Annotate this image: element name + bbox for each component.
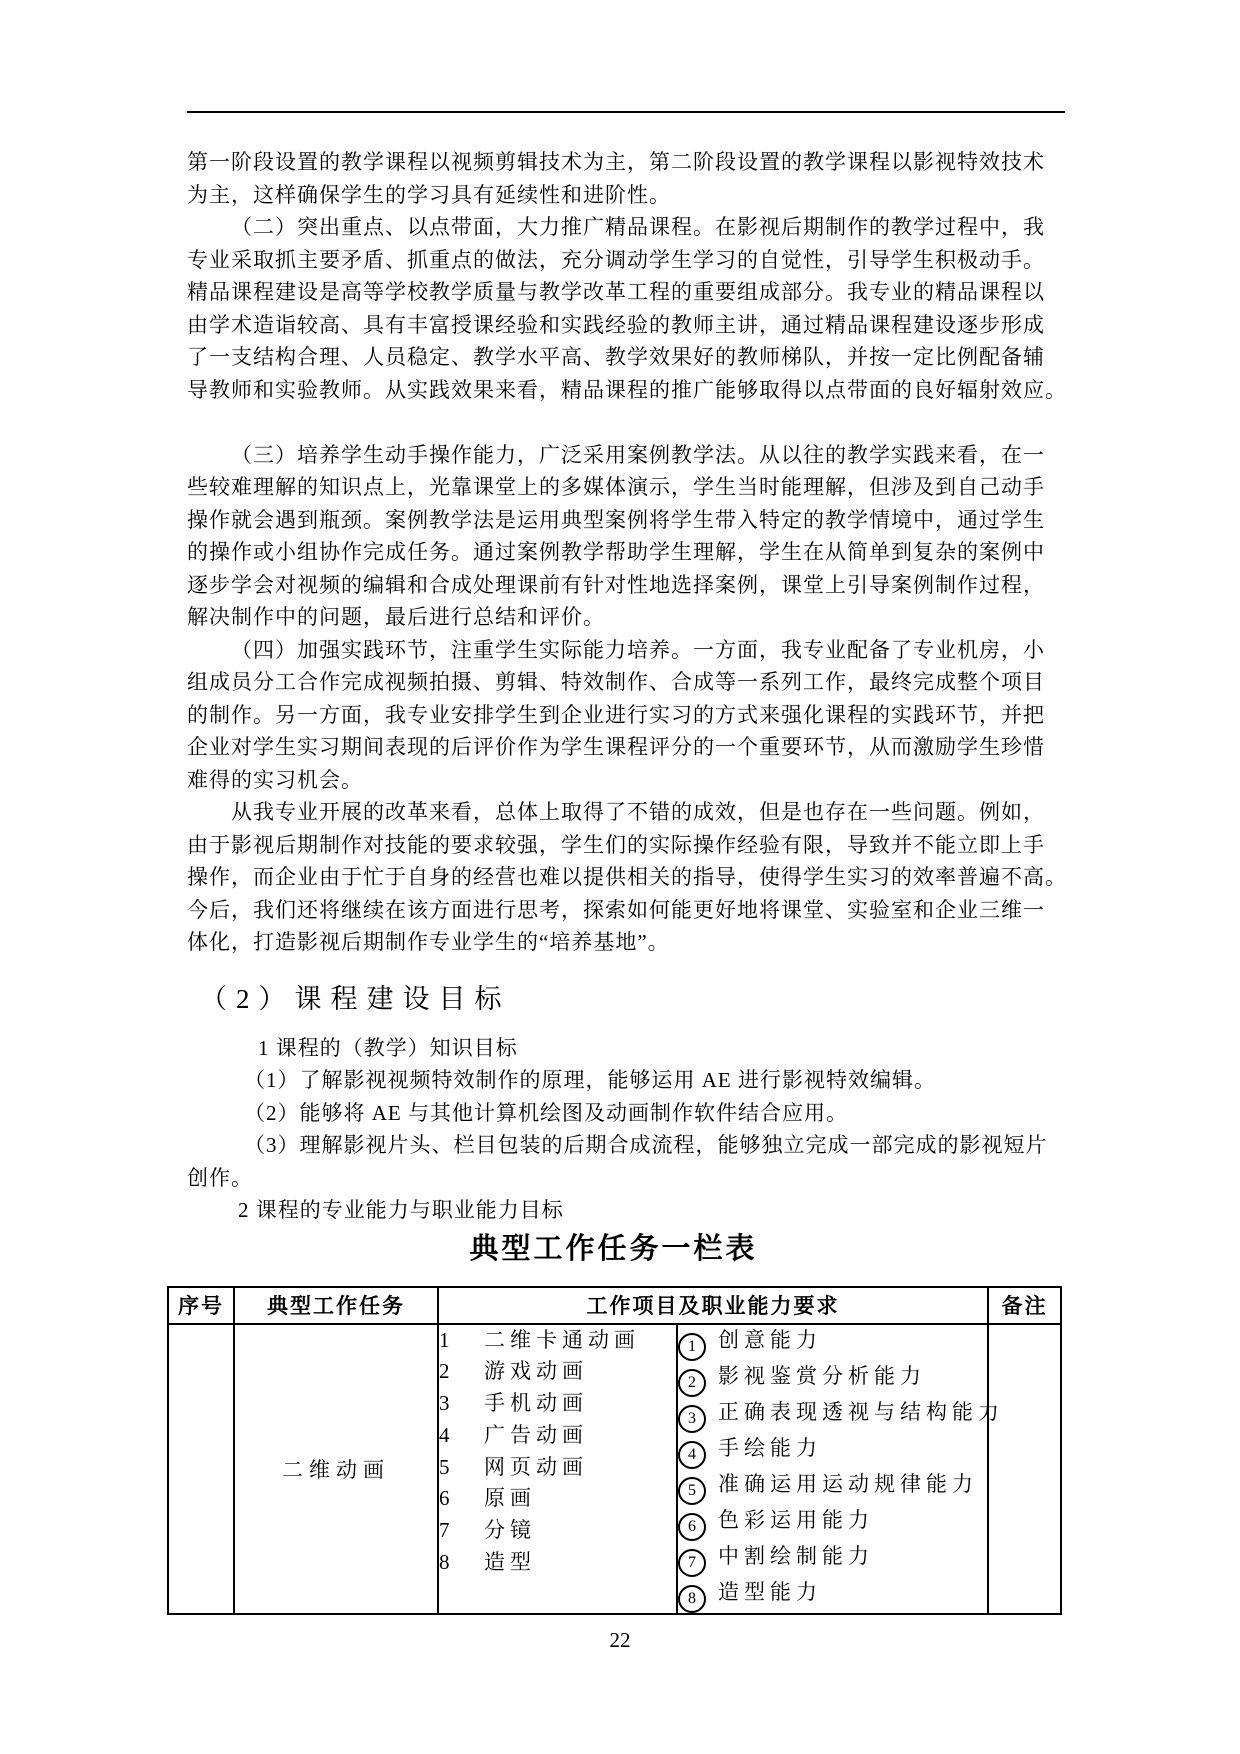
- objective-line: 创作。: [187, 1165, 253, 1190]
- body-line: 从我专业开展的改革来看，总体上取得了不错的成效，但是也存在一些问题。例如，: [231, 800, 1045, 824]
- task-table: [167, 1286, 1062, 1615]
- body-line: （三）培养学生动手操作能力，广泛采用案例教学法。从以往的教学实践来看，在一: [231, 442, 1045, 467]
- ability-label: 手绘能力: [718, 1435, 822, 1460]
- ability-label: 色彩运用能力: [718, 1507, 874, 1532]
- work-item: [439, 1547, 676, 1579]
- work-item-label: 广告动画: [484, 1422, 588, 1447]
- header-task: 典型工作任务: [234, 1287, 438, 1324]
- header-seq: 序号: [168, 1287, 234, 1324]
- body-line: 由于影视后期制作对技能的要求较强，学生们的实际操作经验有限，导致并不能立即上手: [187, 832, 1045, 857]
- circled-number: 4: [678, 1441, 706, 1469]
- work-item: [439, 1325, 676, 1357]
- header-rule: [187, 111, 1065, 113]
- body-line: 今后，我们还将继续在该方面进行思考，探索如何能更好地将课堂、实验室和企业三维一: [187, 897, 1045, 922]
- body-line: 些较难理解的知识点上，光靠课堂上的多媒体演示，学生当时能理解，但涉及到自己动手: [187, 475, 1045, 499]
- work-item: [439, 1483, 676, 1515]
- objective-line: （2）能够将 AE 与其他计算机绘图及动画制作软件结合应用。: [244, 1100, 848, 1125]
- body-line: 解决制作中的问题，最后进行总结和评价。: [187, 605, 605, 629]
- work-item-label: 游戏动画: [484, 1359, 588, 1384]
- ability-item: [678, 1433, 987, 1469]
- body-line: 逐步学会对视频的编辑和合成处理课前有针对性地选择案例，课堂上引导案例制作过程，: [187, 572, 1045, 597]
- ability-label: 正确表现透视与结构能力: [718, 1399, 1004, 1424]
- seq-cell: [168, 1324, 234, 1614]
- circled-number: 8: [678, 1585, 706, 1613]
- table-title: 典型工作任务一栏表: [469, 1232, 758, 1265]
- body-line: 操作，而企业由于忙于自身的经营也难以提供相关的指导，使得学生实习的效率普遍不高。: [187, 865, 1067, 889]
- body-line: 组成员分工合作完成视频拍摄、剪辑、特效制作、合成等一系列工作，最终完成整个项目: [187, 670, 1045, 694]
- note-cell: [988, 1324, 1061, 1614]
- work-item-label: 造型: [484, 1550, 536, 1575]
- ability-item: [678, 1541, 987, 1577]
- page-number: 22: [609, 1628, 631, 1652]
- circled-number: 5: [678, 1477, 706, 1505]
- circled-number: 7: [678, 1549, 706, 1577]
- circled-number: 3: [678, 1405, 706, 1433]
- work-item-number: 7: [439, 1518, 450, 1543]
- work-item-number: 8: [439, 1550, 450, 1575]
- table-header-row: [168, 1287, 1061, 1324]
- ability-item: [678, 1325, 987, 1361]
- work-item-number: 5: [439, 1454, 450, 1479]
- ability-item: [678, 1397, 1004, 1433]
- table-data-row: [168, 1324, 1061, 1614]
- body-line: 精品课程建设是高等学校教学质量与教学改革工程的重要组成部分。我专业的精品课程以: [187, 280, 1045, 304]
- ability-label: 准确运用运动规律能力: [718, 1471, 978, 1496]
- ability-label: 中割绘制能力: [718, 1543, 874, 1568]
- work-items-cell: [438, 1324, 677, 1614]
- work-item: [439, 1452, 676, 1484]
- document-body: [178, 146, 1067, 1615]
- task-cell: 二维动画: [234, 1324, 438, 1614]
- objectives-block: [187, 1032, 1065, 1227]
- body-line: 的操作或小组协作完成任务。通过案例教学帮助学生理解，学生在从简单到复杂的案例中: [187, 540, 1045, 564]
- body-line: 难得的实习机会。: [187, 767, 363, 792]
- section-heading: （2）课程建设目标: [200, 983, 511, 1014]
- work-item-number: 4: [439, 1422, 450, 1447]
- work-item-number: 1: [439, 1327, 450, 1352]
- ability-label: 创意能力: [718, 1327, 822, 1352]
- objective-line: （1）了解影视视频特效制作的原理，能够运用 AE 进行影视特效编辑。: [244, 1068, 936, 1092]
- objective-line: 2 课程的专业能力与职业能力目标: [238, 1198, 564, 1222]
- ability-item: [678, 1577, 987, 1613]
- body-line: 的制作。另一方面，我专业安排学生到企业进行实习的方式来强化课程的实践环节，并把: [187, 702, 1045, 727]
- ability-item: [678, 1505, 987, 1541]
- circled-number: 2: [678, 1369, 706, 1397]
- body-line: （二）突出重点、以点带面，大力推广精品课程。在影视后期制作的教学过程中，我: [231, 215, 1045, 239]
- work-item-label: 原画: [484, 1486, 536, 1511]
- header-requirements: 工作项目及职业能力要求: [438, 1287, 988, 1324]
- work-item-number: 3: [439, 1391, 450, 1416]
- body-line: 了一支结构合理、人员稳定、教学水平高、教学效果好的教师梯队，并按一定比例配备辅: [187, 345, 1045, 369]
- circled-number: 1: [678, 1333, 706, 1361]
- ability-label: 影视鉴赏分析能力: [718, 1363, 926, 1388]
- work-item-label: 二维卡通动画: [484, 1327, 640, 1352]
- work-item: [439, 1515, 676, 1547]
- body-line: 企业对学生实习期间表现的后评价作为学生课程评分的一个重要环节，从而激励学生珍惜: [187, 735, 1045, 759]
- body-line: 专业采取抓主要矛盾、抓重点的做法，充分调动学生学习的自觉性，引导学生积极动手。: [187, 247, 1045, 272]
- body-line: 为主，这样确保学生的学习具有延续性和进阶性。: [187, 182, 671, 207]
- objective-line: 1 课程的（教学）知识目标: [258, 1035, 518, 1060]
- body-line: 由学术造诣较高、具有丰富授课经验和实践经验的教师主讲，通过精品课程建设逐步形成: [187, 312, 1045, 337]
- body-line: 第一阶段设置的教学课程以视频剪辑技术为主，第二阶段设置的教学课程以影视特效技术: [187, 150, 1045, 174]
- circled-number: 6: [678, 1513, 706, 1541]
- ability-label: 造型能力: [718, 1579, 822, 1604]
- ability-item: [678, 1469, 987, 1505]
- work-item: [439, 1420, 676, 1452]
- work-item-number: 2: [439, 1359, 450, 1384]
- header-note: 备注: [988, 1287, 1061, 1324]
- body-line: 操作就会遇到瓶颈。案例教学法是运用典型案例将学生带入特定的教学情境中，通过学生: [187, 507, 1045, 532]
- body-line: 体化，打造影视后期制作专业学生的“培养基地”。: [187, 930, 670, 954]
- abilities-cell: [677, 1324, 1004, 1614]
- work-item: [439, 1356, 676, 1388]
- body-line: （四）加强实践环节，注重学生实际能力培养。一方面，我专业配备了专业机房，小: [231, 637, 1045, 662]
- work-item: [439, 1388, 676, 1420]
- body-line: 导教师和实验教师。从实践效果来看，精品课程的推广能够取得以点带面的良好辐射效应。: [187, 377, 1067, 402]
- work-item-label: 分镜: [484, 1518, 536, 1543]
- work-item-label: 手机动画: [484, 1391, 588, 1416]
- work-item-number: 6: [439, 1486, 450, 1511]
- work-item-label: 网页动画: [484, 1454, 588, 1479]
- ability-item: [678, 1361, 987, 1397]
- objective-line: （3）理解影视片头、栏目包装的后期合成流程，能够独立完成一部完成的影视短片: [244, 1133, 1048, 1157]
